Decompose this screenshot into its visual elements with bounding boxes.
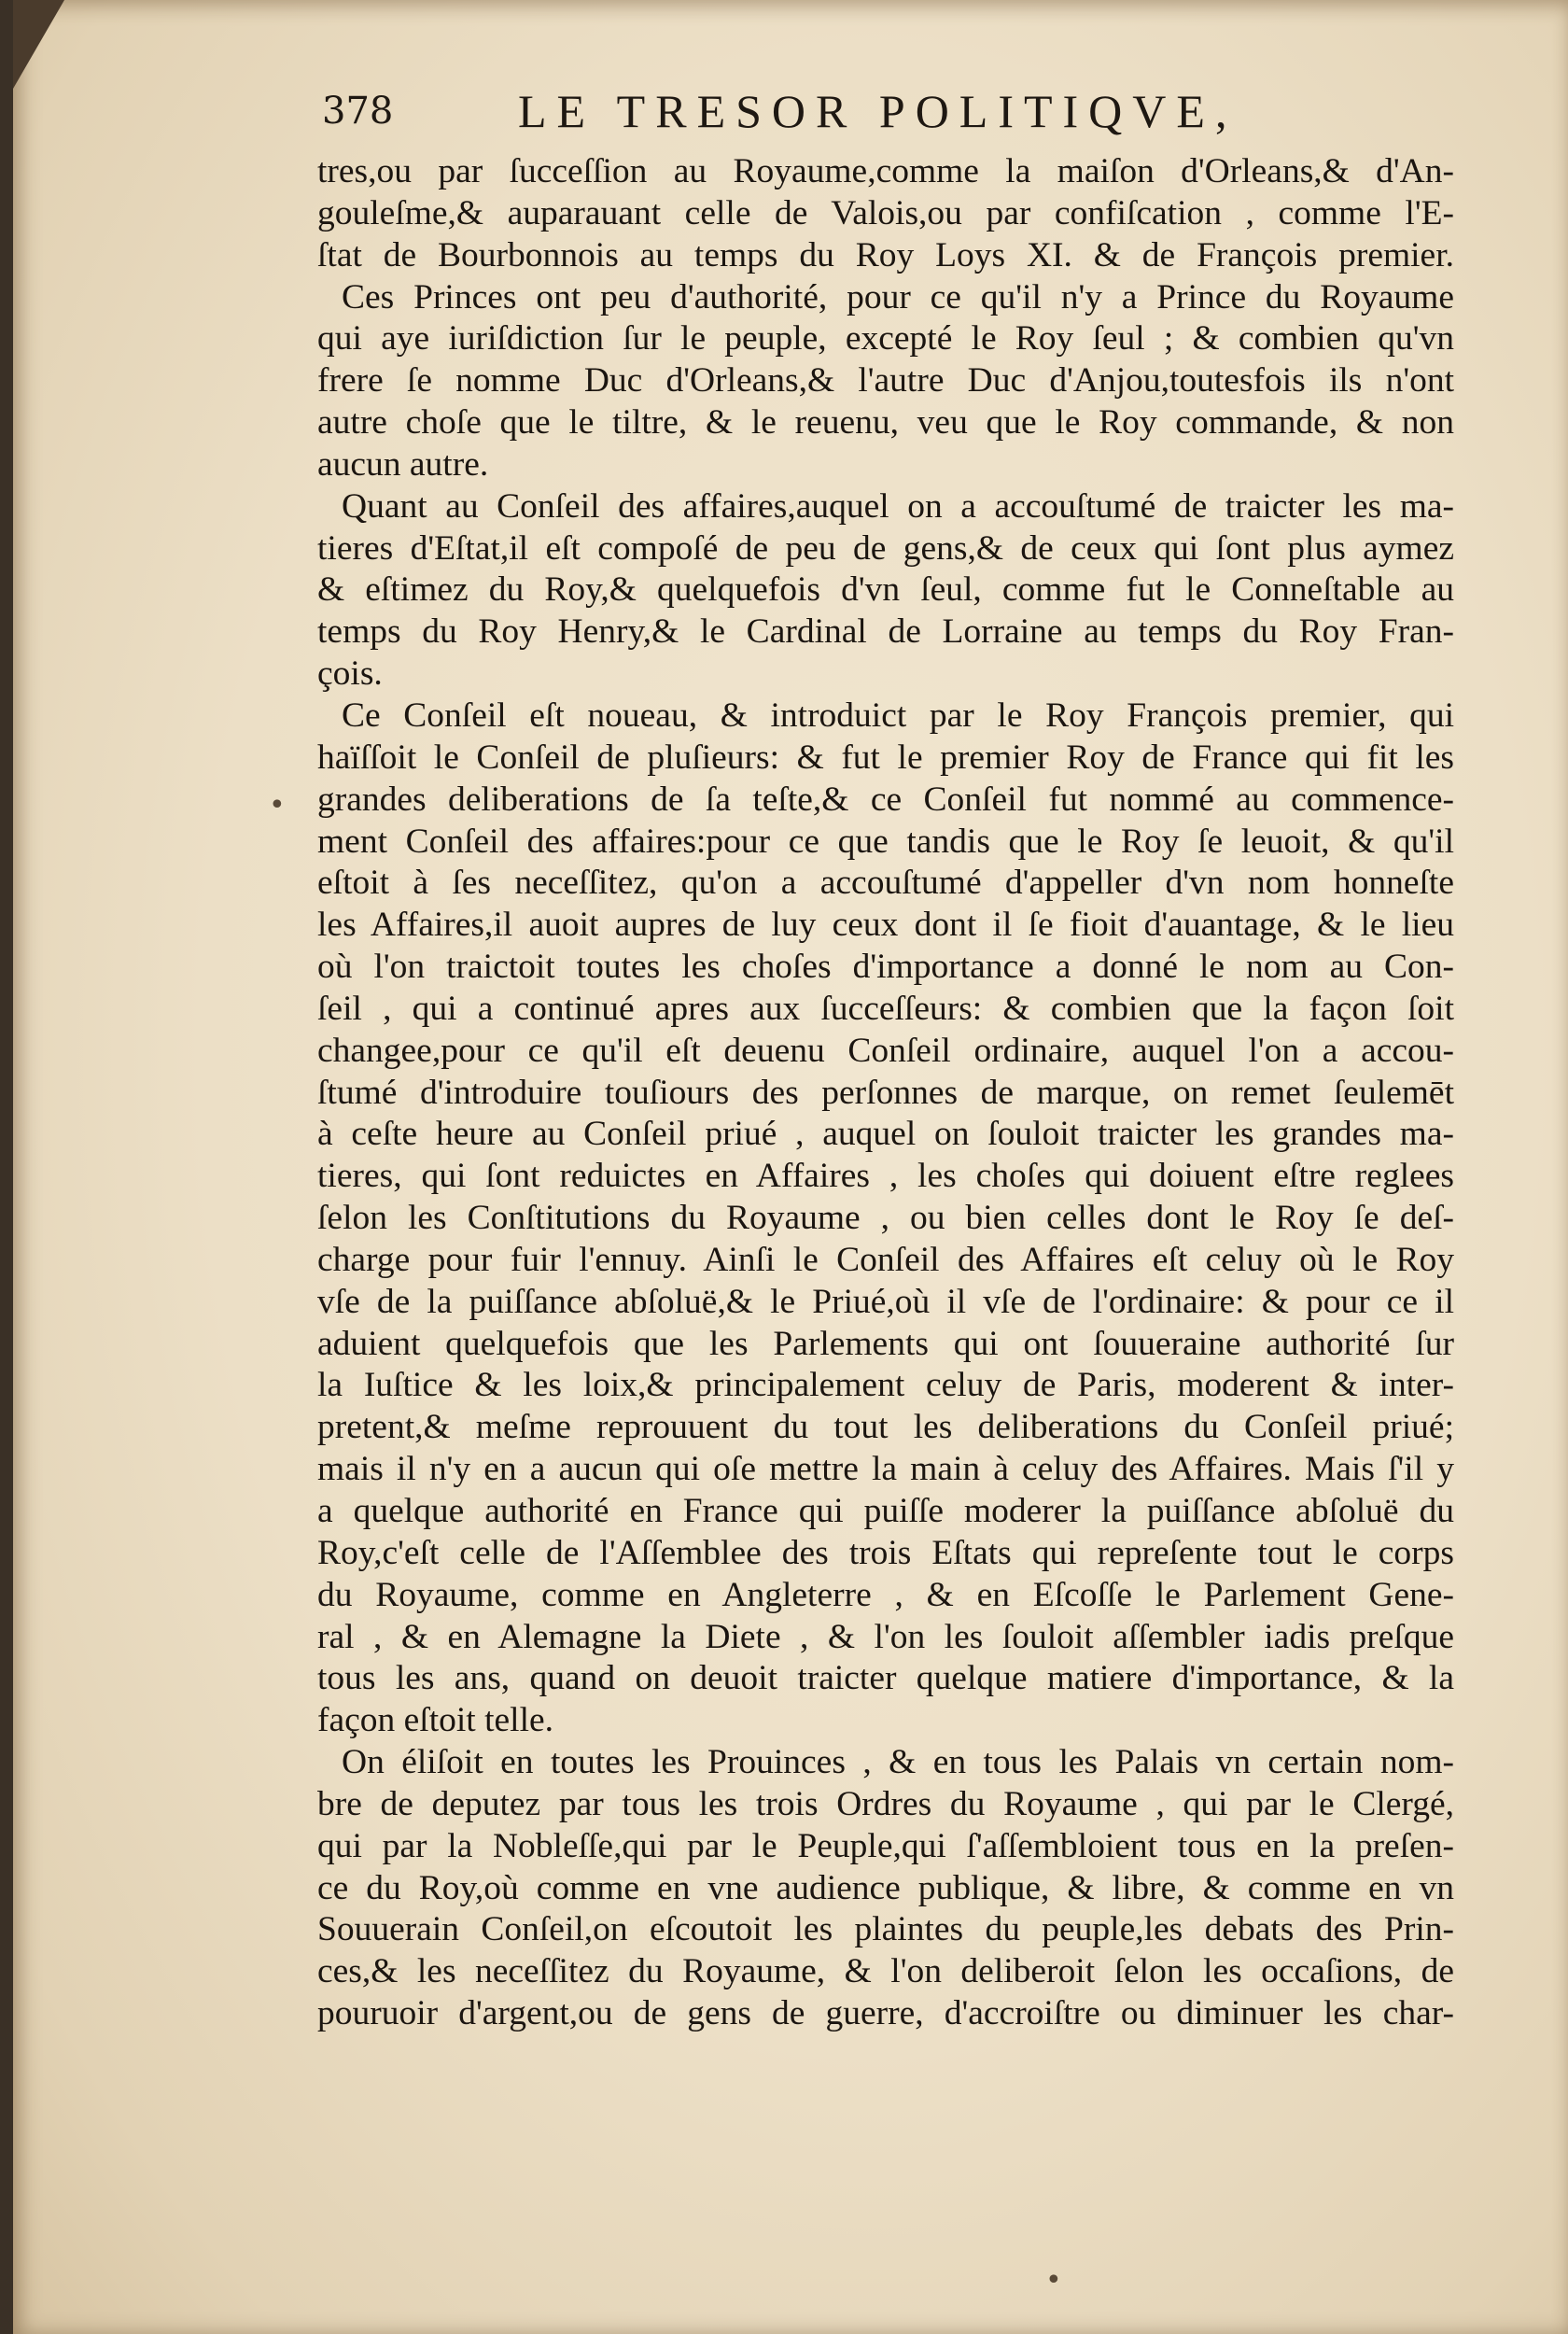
text-line: eſtoit à ſes neceſſitez, qu'on a accouſtumé d'appeller d'vn nom honneſte: [317, 864, 1454, 903]
text-line: du Royaume, comme en Angleterre , & en Eſcoſſe le Parlement Gene-: [317, 1575, 1454, 1614]
text-line: ſeil , qui a continué apres aux ſucceſſeurs: & combien que la façon ſoit: [317, 989, 1454, 1028]
text-line: qui aye iuriſdiction ſur le peuple, excepté le Roy ſeul ; & combien qu'vn: [317, 319, 1454, 359]
text-line: façon eſtoit telle.: [317, 1701, 554, 1740]
torn-corner: [13, 0, 64, 89]
text-line: ment Conſeil des affaires:pour ce que tandis que le Roy ſe leuoit, & qu'il: [317, 822, 1454, 861]
text-line: Quant au Conſeil des affaires,auquel on a accouſtumé de traicter les ma-: [342, 486, 1454, 526]
text-line: ces,& les neceſſitez du Royaume, & l'on deliberoit ſelon les occaſions, de: [317, 1952, 1454, 1991]
text-line: haïſſoit le Conſeil de pluſieurs: & fut le premier Roy de France qui fit les: [317, 738, 1454, 777]
running-title: LE TRESOR POLITIQVE,: [518, 85, 1238, 137]
text-line: tieres, qui ſont reduictes en Affaires , les choſes qui doiuent eſtre reglees: [317, 1157, 1454, 1196]
text-line: tieres d'Eſtat,il eſt compoſé de peu de gens,& de ceux qui ſont plus aymez: [317, 528, 1454, 568]
text-line: Ce Conſeil eſt noueau, & introduict par le Roy François premier, qui: [342, 696, 1454, 735]
text-line: charge pour fuir l'ennuy. Ainſi le Conſeil des Affaires eſt celuy où le Roy: [317, 1240, 1454, 1279]
text-line: ce du Roy,où comme en vne audience publique, & libre, & comme en vn: [317, 1868, 1454, 1907]
text-line: aucun autre.: [317, 444, 489, 484]
text-line: frere ſe nomme Duc d'Orleans,& l'autre Duc d'Anjou,toutesfois ils n'ont: [317, 361, 1454, 401]
text-line: gouleſme,& auparauant celle de Valois,ou par confiſcation , comme l'E-: [317, 193, 1454, 232]
text-line: & eſtimez du Roy,& quelquefois d'vn ſeul, comme fut le Conneſtable au: [317, 570, 1454, 610]
text-line: Ces Princes ont peu d'authorité, pour ce qu'il n'y a Prince du Royaume: [342, 277, 1454, 316]
text-line: ral , & en Alemagne la Diete , & l'on les ſouloit aſſembler iadis preſque: [317, 1617, 1454, 1656]
text-line: la Iuſtice & les loix,& principalement celuy de Paris, moderent & inter-: [317, 1366, 1454, 1405]
text-line: tous les ans, quand on deuoit traicter quelque matiere d'importance, & la: [317, 1659, 1454, 1698]
margin-mark: •: [1045, 2264, 1062, 2297]
text-line: On éliſoit en toutes les Prouinces , & en tous les Palais vn certain nom-: [342, 1743, 1454, 1782]
text-line: grandes deliberations de ſa teſte,& ce Conſeil fut nommé au commence-: [317, 780, 1454, 819]
text-line: changee,pour ce qu'il eſt deuenu Conſeil ordinaire, auquel l'on a accou-: [317, 1031, 1454, 1070]
page-number: 378: [322, 90, 394, 133]
text-line: pretent,& meſme reprouuent du tout les deliberations du Conſeil priué;: [317, 1408, 1454, 1447]
body-text: [317, 151, 1454, 2035]
text-line: où l'on traictoit toutes les choſes d'importance a donné le nom au Con-: [317, 948, 1454, 987]
text-line: ſtumé d'introduire touſiours des perſonnes de marque, on remet ſeulemēt: [317, 1073, 1454, 1112]
text-line: qui par la Nobleſſe,qui par le Peuple,qui ſ'aſſembloient tous en la preſen-: [317, 1826, 1454, 1865]
text-line: çois.: [317, 654, 383, 694]
margin-mark: •: [269, 789, 286, 822]
text-line: autre choſe que le tiltre, & le reuenu, veu que le Roy commande, & non: [317, 403, 1454, 443]
page-header: [322, 84, 1451, 140]
text-line: vſe de la puiſſance abſoluë,& le Priué,où il vſe de l'ordinaire: & pour ce il: [317, 1282, 1454, 1321]
text-line: pouruoir d'argent,ou de gens de guerre, d'accroiſtre ou diminuer les char-: [317, 1994, 1454, 2033]
text-line: a quelque authorité en France qui puiſſe moderer la puiſſance abſoluë du: [317, 1492, 1454, 1530]
text-line: tres,ou par ſucceſſion au Royaume,comme la maiſon d'Orleans,& d'An-: [317, 152, 1454, 190]
text-line: temps du Roy Henry,& le Cardinal de Lorraine au temps du Roy Fran-: [317, 612, 1454, 652]
text-line: les Affaires,il auoit aupres de luy ceux dont il ſe fioit d'auantage, & le lieu: [317, 906, 1454, 945]
text-line: à ceſte heure au Conſeil priué , auquel on ſouloit traicter les grandes ma-: [317, 1115, 1454, 1154]
text-line: ſtat de Bourbonnois au temps du Roy Loys XI. & de François premier.: [317, 235, 1454, 274]
text-line: bre de deputez par tous les trois Ordres du Royaume , qui par le Clergé,: [317, 1784, 1454, 1823]
text-line: mais il n'y en a aucun qui oſe mettre la main à celuy des Affaires. Mais ſ'il y: [317, 1450, 1454, 1489]
text-line: aduient quelquefois que les Parlements qui ont ſouueraine authorité ſur: [317, 1324, 1454, 1363]
text-line: ſelon les Conſtitutions du Royaume , ou bien celles dont le Roy ſe deſ-: [317, 1199, 1454, 1238]
text-line: Souuerain Conſeil,on eſcoutoit les plaintes du peuple,les debats des Prin-: [317, 1910, 1454, 1949]
text-line: Roy,c'eſt celle de l'Aſſemblee des trois Eſtats qui repreſente tout le corps: [317, 1533, 1454, 1572]
